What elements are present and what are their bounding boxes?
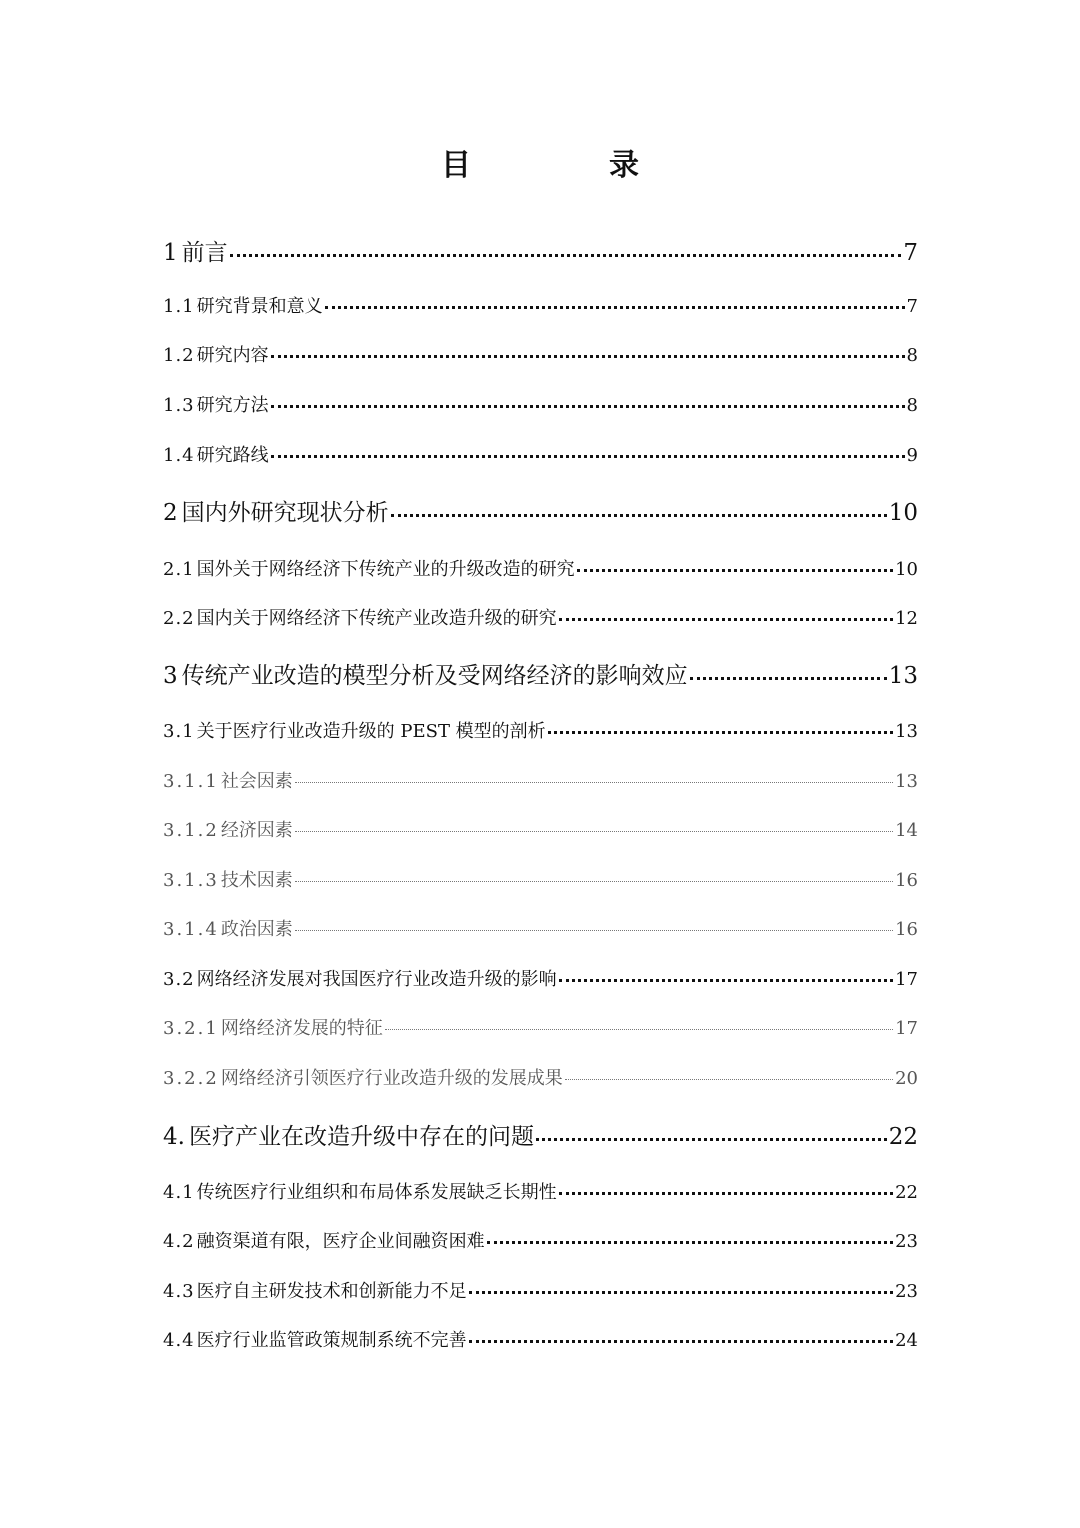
toc-entry-number: 3.1.4	[163, 919, 219, 940]
toc-entry-text: 融资渠道有限，医疗企业间融资困难	[196, 1231, 485, 1252]
toc-entry-3-1[interactable]	[163, 718, 918, 746]
dot-leader	[577, 568, 893, 572]
dot-leader	[385, 1028, 893, 1030]
toc-entry-page: 13	[888, 663, 918, 689]
toc-entry-number: 1	[163, 240, 178, 266]
toc-entry-2-1[interactable]	[163, 556, 918, 584]
toc-entry-3-2-2[interactable]	[163, 1065, 918, 1093]
dot-leader	[271, 354, 905, 358]
toc-entry-number: 1.4	[163, 445, 195, 466]
toc-entry-1[interactable]	[163, 236, 918, 270]
toc-entry-text: 网络经济发展的特征	[220, 1018, 383, 1039]
toc-entry-page: 10	[895, 559, 918, 580]
toc-entry-2[interactable]	[163, 496, 918, 530]
dot-leader	[559, 978, 893, 982]
toc-entry-text: 研究方法	[196, 395, 269, 416]
toc-entry-number: 3.1	[163, 721, 195, 742]
toc-entry-text: 网络经济发展对我国医疗行业改造升级的影响	[196, 969, 557, 990]
toc-entry-4[interactable]	[163, 1120, 918, 1154]
dot-leader	[295, 781, 893, 783]
dot-leader	[295, 830, 893, 832]
toc-entry-text: 研究内容	[196, 345, 269, 366]
dot-leader	[325, 305, 905, 309]
toc-entry-3-1-3[interactable]	[163, 867, 918, 895]
toc-entry-1-1[interactable]	[163, 293, 918, 321]
toc-entry-page: 13	[895, 721, 918, 742]
toc-entry-page: 24	[895, 1330, 918, 1351]
dot-leader	[565, 1078, 893, 1080]
toc-entry-text: 传统医疗行业组织和布局体系发展缺乏长期性	[196, 1182, 557, 1203]
toc-entry-number: 1.2	[163, 345, 195, 366]
toc-entry-number: 3.2	[163, 969, 195, 990]
toc-entry-4-2[interactable]	[163, 1228, 918, 1256]
toc-entry-text: 研究路线	[196, 445, 269, 466]
toc-entry-4-1[interactable]	[163, 1179, 918, 1207]
toc-entry-page: 16	[895, 919, 918, 940]
dot-leader	[271, 404, 905, 408]
toc-entry-text: 医疗自主研发技术和创新能力不足	[196, 1281, 467, 1302]
toc-entry-page: 14	[895, 820, 918, 841]
toc-entry-number: 3.1.2	[163, 820, 219, 841]
toc-entry-text: 政治因素	[220, 919, 293, 940]
toc-entry-number: 3.2.1	[163, 1018, 219, 1039]
toc-entry-text: 国内外研究现状分析	[181, 500, 389, 526]
toc-entry-page: 17	[895, 969, 918, 990]
toc-entry-number: 3.1.1	[163, 771, 219, 792]
dot-leader	[469, 1290, 893, 1294]
toc-entry-page: 7	[903, 240, 918, 266]
toc-entry-page: 20	[895, 1068, 918, 1089]
toc-entry-number: 4.4	[163, 1330, 195, 1351]
toc-entry-text: 社会因素	[220, 771, 293, 792]
toc-entry-text: 传统产业改造的模型分析及受网络经济的影响效应	[181, 663, 688, 689]
toc-entry-text: 研究背景和意义	[196, 296, 323, 317]
dot-leader	[559, 617, 893, 621]
toc-entry-number: 3.1.3	[163, 870, 219, 891]
toc-entry-page: 16	[895, 870, 918, 891]
toc-entry-text: 经济因素	[220, 820, 293, 841]
toc-entry-number: 4.	[163, 1124, 185, 1150]
toc-entry-number: 1.1	[163, 296, 195, 317]
toc-entry-page: 23	[895, 1231, 918, 1252]
toc-entry-page: 8	[906, 395, 918, 416]
toc-entry-number: 3.2.2	[163, 1068, 219, 1089]
toc-entry-text: 网络经济引领医疗行业改造升级的发展成果	[220, 1068, 563, 1089]
toc-entry-1-2[interactable]	[163, 342, 918, 370]
toc-entry-4-3[interactable]	[163, 1278, 918, 1306]
dot-leader	[391, 513, 887, 517]
toc-entry-number: 3	[163, 663, 178, 689]
dot-leader	[487, 1240, 893, 1244]
toc-entry-text: 国外关于网络经济下传统产业的升级改造的研究	[196, 559, 575, 580]
dot-leader	[230, 253, 902, 257]
toc-entry-page: 8	[906, 345, 918, 366]
toc-entry-page: 7	[906, 296, 918, 317]
toc-entry-4-4[interactable]	[163, 1327, 918, 1355]
dot-leader	[536, 1137, 887, 1141]
toc-entry-text: 医疗产业在改造升级中存在的问题	[188, 1124, 534, 1150]
dot-leader	[469, 1339, 893, 1343]
toc-entry-page: 10	[888, 500, 918, 526]
toc-entry-3-1-2[interactable]	[163, 817, 918, 845]
dot-leader	[548, 730, 893, 734]
dot-leader	[295, 880, 893, 882]
dot-leader	[559, 1191, 893, 1195]
toc-entry-number: 4.2	[163, 1231, 195, 1252]
toc-entry-page: 22	[888, 1124, 918, 1150]
toc-entry-3-2[interactable]	[163, 966, 918, 994]
toc-entry-page: 17	[895, 1018, 918, 1039]
dot-leader	[271, 454, 905, 458]
toc-entry-text: 前言	[181, 240, 228, 266]
toc-entry-3-1-1[interactable]	[163, 768, 918, 796]
toc-entry-text: 技术因素	[220, 870, 293, 891]
toc-title: 目 录	[441, 148, 693, 183]
toc-entry-page: 23	[895, 1281, 918, 1302]
toc-entry-number: 4.3	[163, 1281, 195, 1302]
toc-entry-text: 国内关于网络经济下传统产业改造升级的研究	[196, 608, 557, 629]
toc-entry-3-2-1[interactable]	[163, 1015, 918, 1043]
toc-entry-2-2[interactable]	[163, 605, 918, 633]
toc-entry-text: 关于医疗行业改造升级的 PEST 模型的剖析	[196, 721, 546, 742]
toc-entry-page: 9	[906, 445, 918, 466]
toc-entry-number: 2.2	[163, 608, 195, 629]
toc-entry-number: 2.1	[163, 559, 195, 580]
toc-entry-page: 12	[895, 608, 918, 629]
toc-entry-text: 医疗行业监管政策规制系统不完善	[196, 1330, 467, 1351]
toc-entry-number: 2	[163, 500, 178, 526]
toc-entry-1-3[interactable]	[163, 392, 918, 420]
toc-entry-number: 4.1	[163, 1182, 195, 1203]
dot-leader	[690, 676, 887, 680]
toc-entry-number: 1.3	[163, 395, 195, 416]
toc-entry-3-1-4[interactable]	[163, 916, 918, 944]
toc-entry-1-4[interactable]	[163, 442, 918, 470]
toc-entry-3[interactable]	[163, 659, 918, 693]
toc-entry-page: 13	[895, 771, 918, 792]
dot-leader	[295, 929, 893, 931]
toc-entry-page: 22	[895, 1182, 918, 1203]
